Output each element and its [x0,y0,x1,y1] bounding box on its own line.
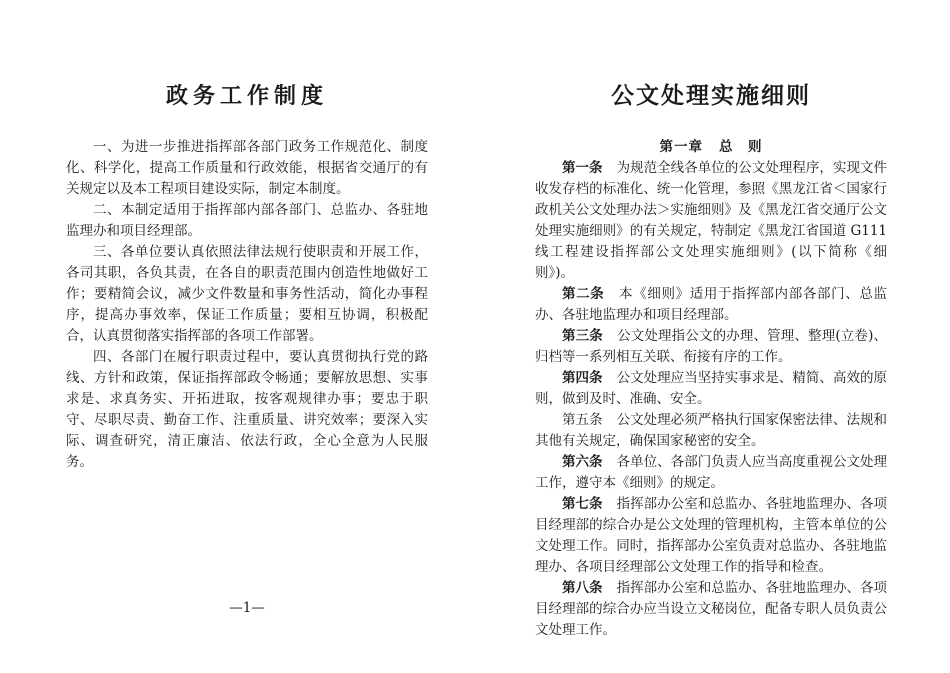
article [535,368,887,410]
chapter-name: 总 则 [719,139,763,155]
chapter-heading [535,137,887,158]
article [535,578,887,641]
chapter-number: 第一章 [659,139,703,155]
article-label: 第六条 [562,454,603,470]
article-text: 本《细则》适用于指挥部内部各部门、总监办、各驻地监理办和项目经理部。 [535,286,888,323]
article [535,326,887,368]
left-page [66,0,428,673]
article-label: 第七条 [562,496,603,512]
page-title: 政务工作制度 [165,83,328,109]
article-text: 各单位、各部门负责人应当高度重视公文处理工作，遵守本《细则》的规定。 [535,454,888,491]
article-text: 公文处理指公文的办理、管理、整理(立卷)、归档等一系列相互关联、衔接有序的工作。 [535,328,887,365]
article-label: 第四条 [562,370,603,386]
paragraph: 三、各单位要认真依照法律法规行使职责和开展工作，各司其职，各负其责，在各自的职责范围内创造性地做好工作；要精简会议，减少文件数量和事务性活动，简化办事程序，提高办事效率，保证工作质量；要相互协调，积极配合，认真贯彻落实指挥部的各项工作部署。 [66,244,428,344]
paragraph: 二、本制定适用于指挥部内部各部门、总监办、各驻地监理办和项目经理部。 [66,202,428,239]
article-text: 为规范全线各单位的公文处理程序，实现文件收发存档的标准化、统一化管理，参照《黑龙江省＜国家行政机关公文处理办法＞实施细则》及《黑龙江省交通厅公文处理实施细则》的有关规定，特制定《黑龙江省国道 G111 线工程建设指挥部公文处理实施细则》(以下简称《细则》)。 [535,160,888,281]
right-page-body [535,137,887,641]
article-text: 公文处理应当坚持实事求是、精简、高效的原则，做到及时、准确、安全。 [535,370,888,407]
article [535,410,887,452]
article-label: 第一条 [562,160,603,176]
article-label: 第二条 [562,286,605,302]
right-page [535,0,887,673]
article [535,158,887,284]
article-label: 第八条 [562,580,603,596]
page-title: 公文处理实施细则 [611,82,811,109]
article-label: 第五条 [562,412,603,428]
paragraph: 一、为进一步推进指挥部各部门政务工作规范化、制度化、科学化，提高工作质量和行政效能，根据省交通厅的有关规定以及本工程项目建设实际，制定本制度。 [66,139,428,197]
article [535,452,887,494]
article-text: 指挥部办公室和总监办、各驻地监理办、各项目经理部的综合办是公文处理的管理机构，主管本单位的公文处理工作。同时，指挥部办公室负责对总监办、各驻地监理办、各项目经理部公文处理工作的指导和检查。 [535,496,888,575]
article [535,494,887,578]
article-label: 第三条 [562,328,603,344]
paragraph: 四、各部门在履行职责过程中，要认真贯彻执行党的路线、方针和政策，保证指挥部政令畅通；要解放思想、实事求是、求真务实、开拓进取，按客观规律办事；要忠于职守、尽职尽责、勤奋工作、注重质量、讲究效率；要深入实际、调查研究，清正廉洁、依法行政，全心全意为人民服务。 [66,349,428,470]
article-text: 公文处理必须严格执行国家保密法律、法规和其他有关规定，确保国家秘密的安全。 [535,412,888,449]
article [535,284,887,326]
left-page-body [66,137,428,473]
article-text: 指挥部办公室和总监办、各驻地监理办、各项目经理部的综合办应当设立文秘岗位，配备专职人员负责公文处理工作。 [535,580,888,638]
page-number: —1— [229,600,265,616]
